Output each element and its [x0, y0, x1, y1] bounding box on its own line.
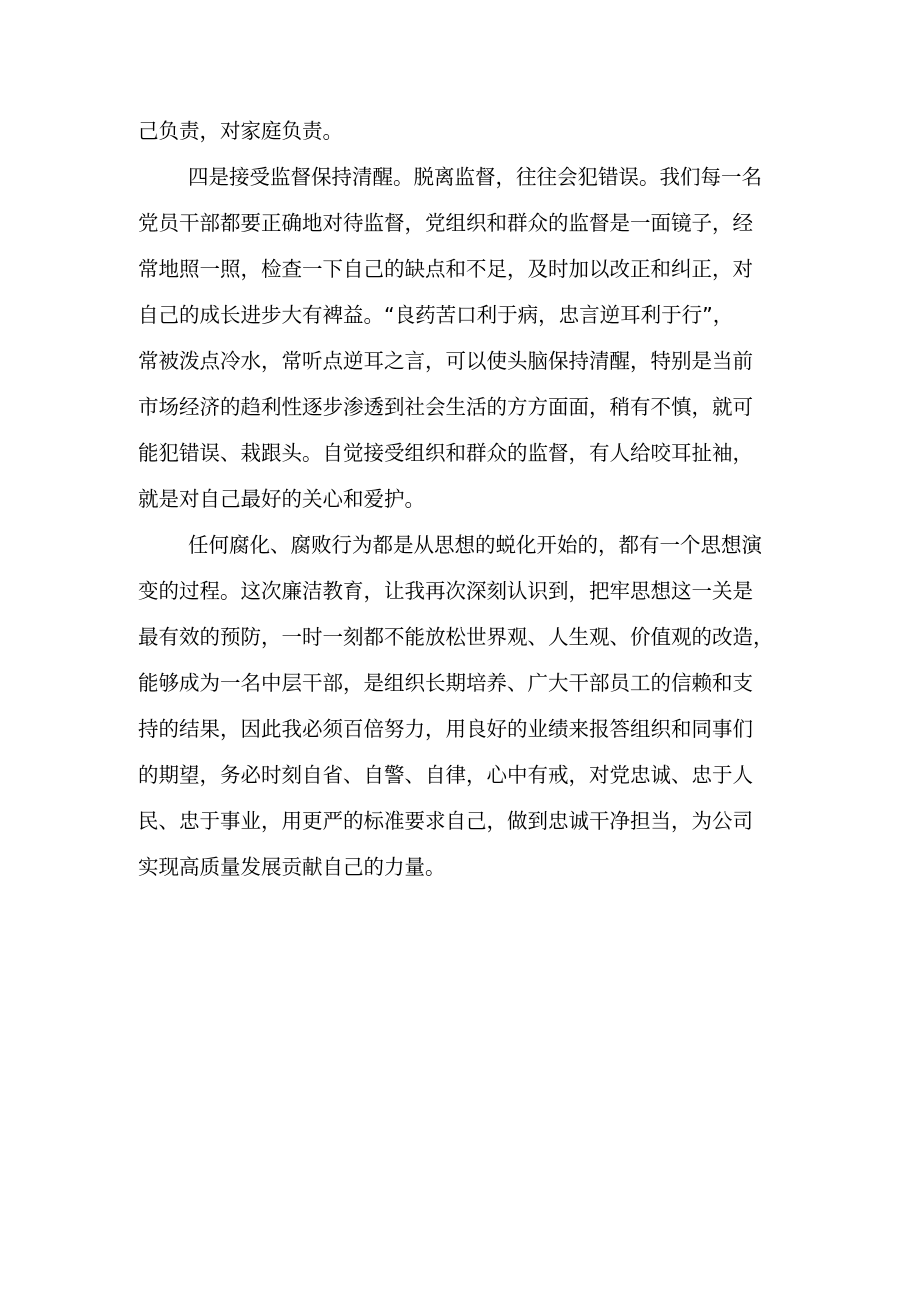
text-line: 的期望，务必时刻自省、自警、自律，心中有戒，对党忠诚、忠于人 [138, 763, 753, 787]
text-line: 常被泼点冷水，常听点逆耳之言，可以使头脑保持清醒，特别是当前 [138, 349, 753, 373]
text-line: 能够成为一名中层干部，是组织长期培养、广大干部员工的信赖和支 [138, 671, 753, 695]
text-line: 持的结果，因此我必须百倍努力，用良好的业绩来报答组织和同事们 [138, 717, 753, 741]
text-line: 常地照一照，检查一下自己的缺点和不足，及时加以改正和纠正，对 [138, 257, 753, 281]
text-line: 民、忠于事业，用更严的标准要求自己，做到忠诚干净担当，为公司 [138, 809, 753, 833]
text-line: 能犯错误、栽跟头。自觉接受组织和群众的监督，有人给咬耳扯袖， [138, 441, 753, 465]
text-line: 变的过程。这次廉洁教育，让我再次深刻认识到，把牢思想这一关是 [138, 579, 753, 603]
text-line: 实现高质量发展贡献自己的力量。 [138, 855, 446, 879]
text-line: 最有效的预防，一时一刻都不能放松世界观、人生观、价值观的改造， [138, 625, 774, 649]
document-body [138, 108, 788, 890]
text-line: 就是对自己最好的关心和爱护。 [138, 487, 425, 511]
paragraph-conclusion [138, 522, 788, 890]
paragraph-supervision [138, 154, 788, 522]
text-line: 己负责，对家庭负责。 [138, 119, 343, 143]
paragraph-continuation [138, 108, 788, 154]
text-line: 任何腐化、腐败行为都是从思想的蜕化开始的，都有一个思想演 [188, 533, 762, 557]
text-line: 党员干部都要正确地对待监督，党组织和群众的监督是一面镜子，经 [138, 211, 753, 235]
text-line: 市场经济的趋利性逐步渗透到社会生活的方方面面，稍有不慎，就可 [138, 395, 753, 419]
text-line: 自己的成长进步大有裨益。“良药苦口利于病，忠言逆耳利于行”， [138, 303, 734, 327]
text-line: 四是接受监督保持清醒。脱离监督，往往会犯错误。我们每一名 [188, 165, 762, 189]
